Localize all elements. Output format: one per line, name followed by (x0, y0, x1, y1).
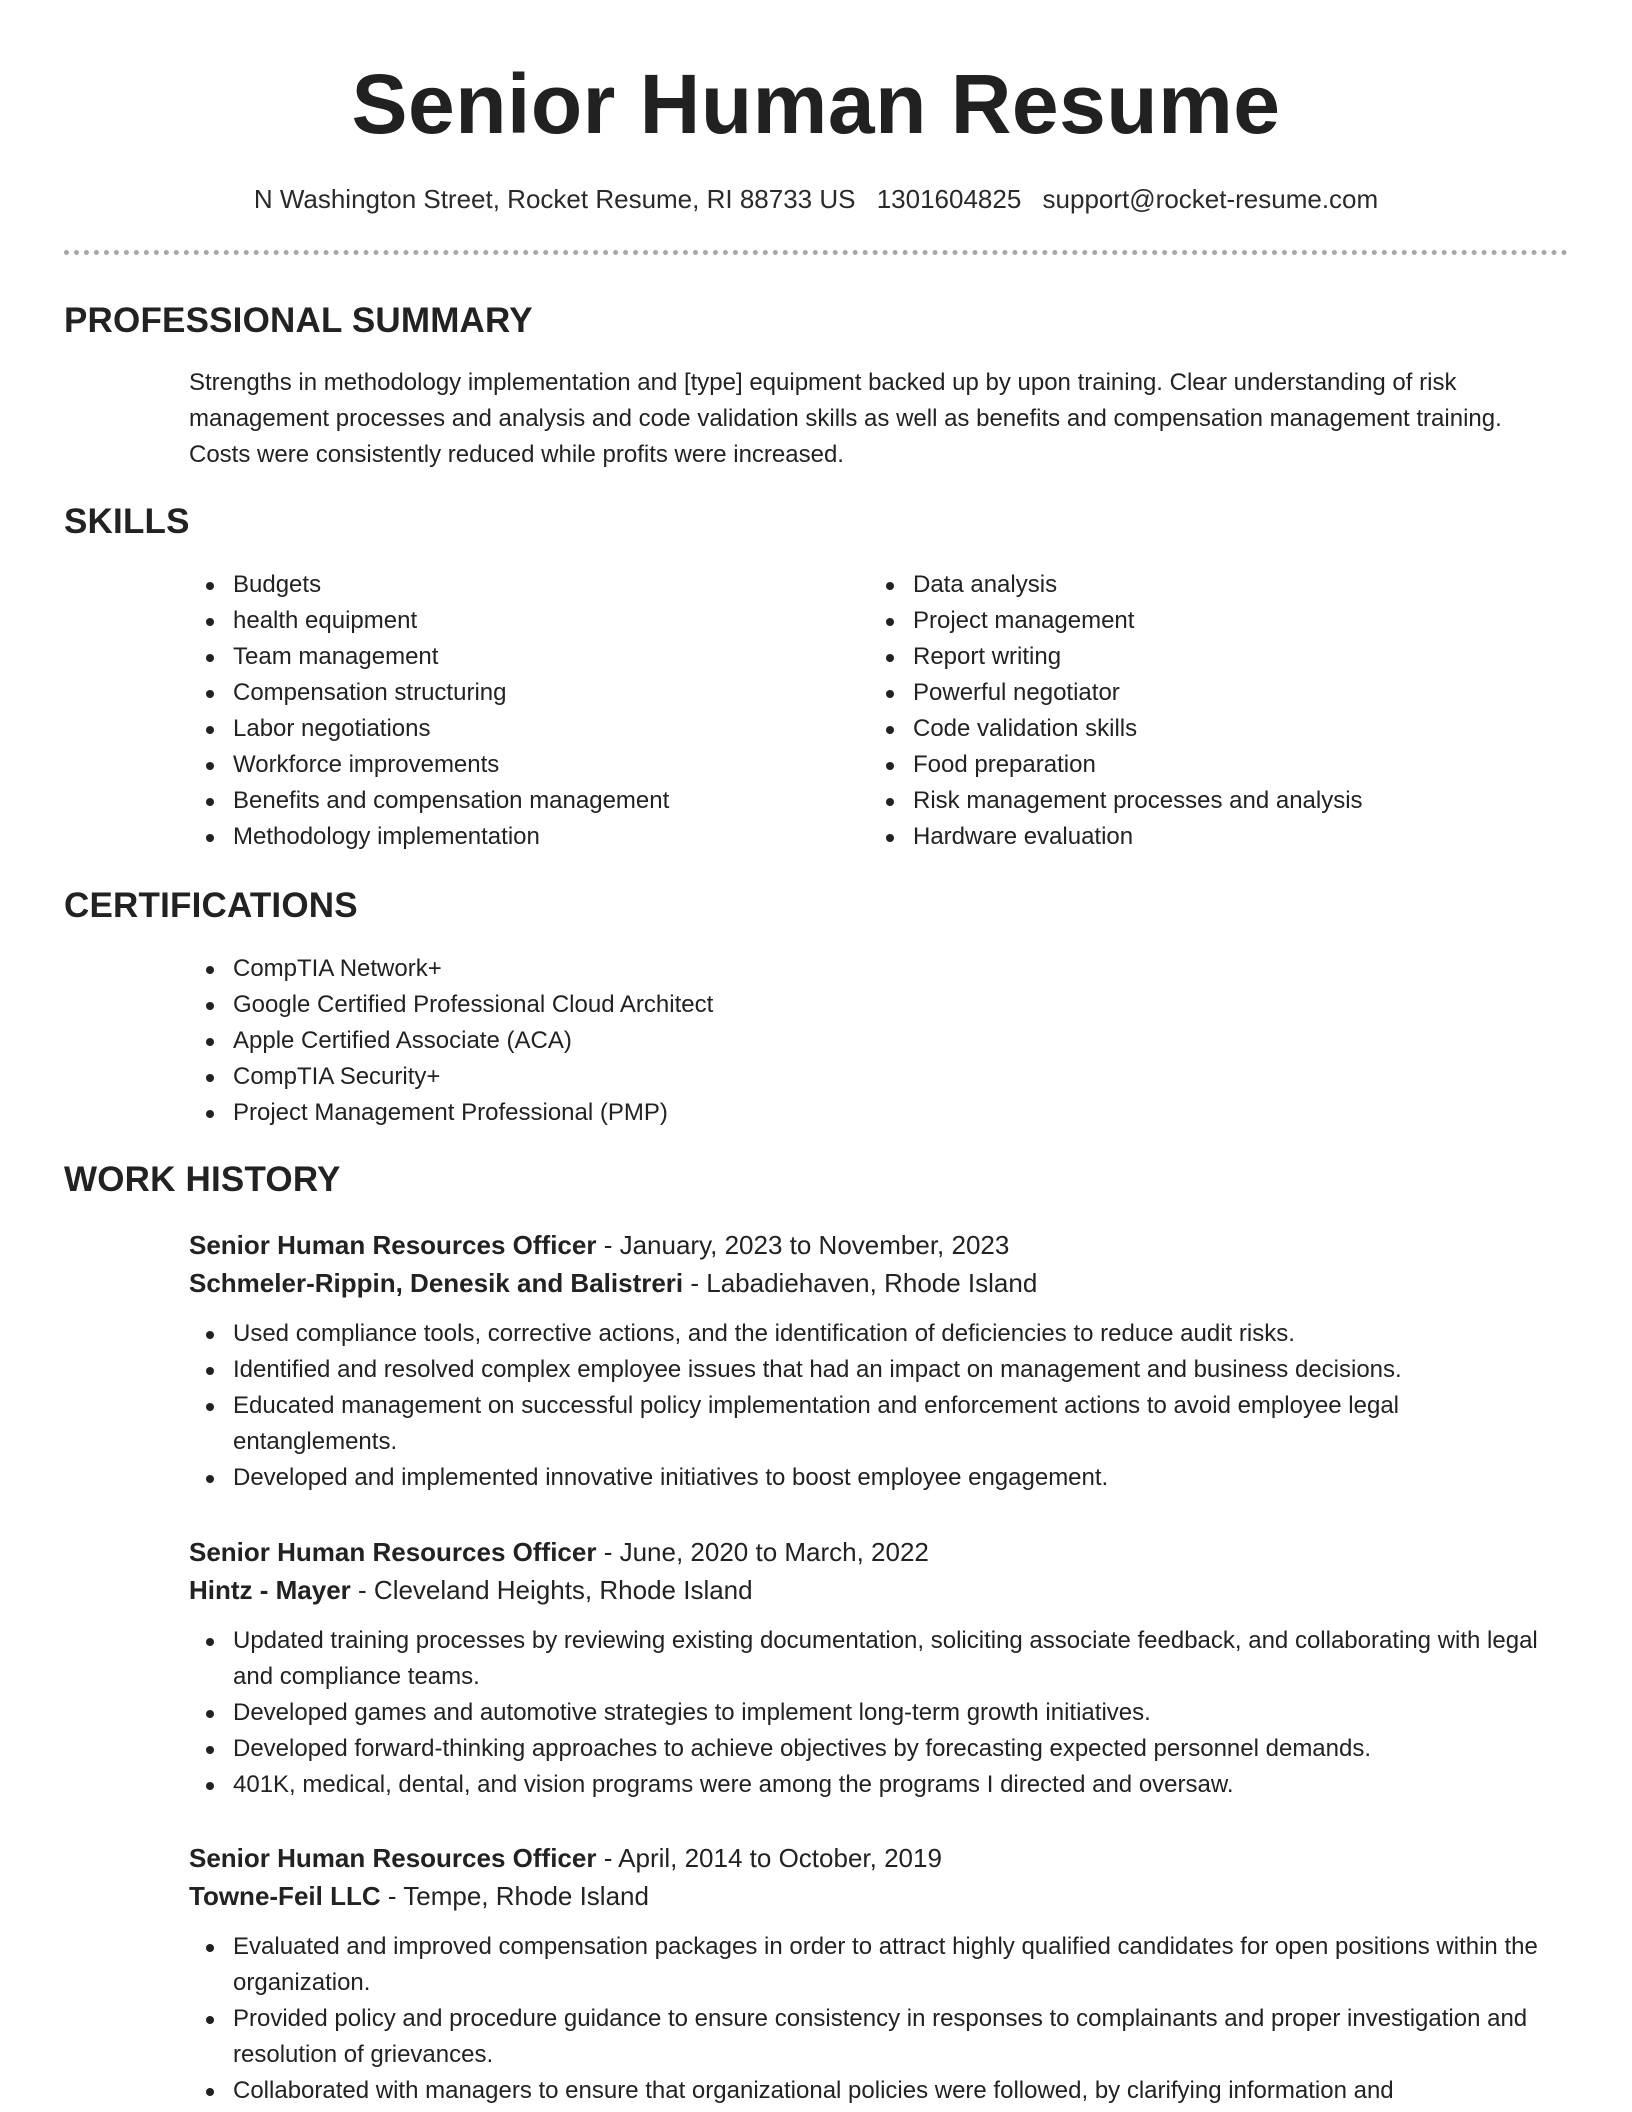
resume-name: Senior Human Resume (351, 57, 1281, 151)
job-bullet: Used compliance tools, corrective actions, and the identification of deficiencies to reduce audit risks. (189, 1316, 1564, 1352)
job-dates: - January, 2023 to November, 2023 (596, 1230, 1010, 1260)
job-company: Hintz - Mayer (189, 1575, 351, 1605)
job-bullets (189, 1316, 1564, 1496)
job-entry (189, 1226, 1564, 1496)
certification-item: CompTIA Network+ (189, 951, 1564, 987)
section-title-certifications: CERTIFICATIONS (64, 886, 358, 925)
job-company: Schmeler-Rippin, Denesik and Balistreri (189, 1268, 684, 1298)
certification-item: Project Management Professional (PMP) (189, 1095, 1564, 1131)
job-entry (189, 1839, 1564, 2109)
job-bullet: Evaluated and improved compensation packages in order to attract highly qualified candidates for open positions within the organization. (189, 1929, 1564, 2001)
skill-item: Powerful negotiator (869, 675, 1529, 711)
job-company-line (189, 1877, 1564, 1915)
skill-item: health equipment (189, 603, 849, 639)
certification-item: CompTIA Security+ (189, 1059, 1564, 1095)
skill-item: Workforce improvements (189, 747, 849, 783)
job-bullet: Identified and resolved complex employee issues that had an impact on management and business decisions. (189, 1352, 1564, 1388)
job-bullet: Developed and implemented innovative initiatives to boost employee engagement. (189, 1460, 1564, 1496)
job-role: Senior Human Resources Officer (189, 1537, 597, 1567)
job-entry (189, 1533, 1564, 1803)
contact-line (0, 182, 1632, 216)
job-title-line (189, 1226, 1564, 1264)
contact-email: support@rocket-resume.com (1042, 184, 1379, 214)
job-bullets (189, 1929, 1564, 2109)
job-bullet: Developed forward-thinking approaches to achieve objectives by forecasting expected personnel demands. (189, 1731, 1564, 1767)
skill-item: Hardware evaluation (869, 819, 1529, 855)
certification-item: Apple Certified Associate (ACA) (189, 1023, 1564, 1059)
certifications-list (189, 951, 1564, 1131)
job-bullet: 401K, medical, dental, and vision programs were among the programs I directed and oversaw. (189, 1767, 1564, 1803)
certification-item: Google Certified Professional Cloud Architect (189, 987, 1564, 1023)
job-bullet: Educated management on successful policy implementation and enforcement actions to avoid employee legal entanglements. (189, 1388, 1564, 1460)
skill-item: Compensation structuring (189, 675, 849, 711)
job-company: Towne-Feil LLC (189, 1881, 381, 1911)
job-bullets (189, 1623, 1564, 1803)
contact-address: N Washington Street, Rocket Resume, RI 88733 US (253, 184, 856, 214)
job-title-line (189, 1839, 1564, 1877)
contact-phone: 1301604825 (876, 184, 1022, 214)
job-bullet: Collaborated with managers to ensure that organizational policies were followed, by clarifying information and (189, 2073, 1564, 2109)
skill-item: Budgets (189, 567, 849, 603)
section-title-summary: PROFESSIONAL SUMMARY (64, 301, 533, 340)
job-location: - Cleveland Heights, Rhode Island (350, 1575, 753, 1605)
skill-item: Report writing (869, 639, 1529, 675)
skill-item: Data analysis (869, 567, 1529, 603)
job-title-line (189, 1533, 1564, 1571)
skill-item: Project management (869, 603, 1529, 639)
job-role: Senior Human Resources Officer (189, 1230, 597, 1260)
skill-item: Methodology implementation (189, 819, 849, 855)
summary-text: Strengths in methodology implementation and [type] equipment backed up by upon training. Clear understanding of risk management processes and analysis and code validation skills as well as benefits and compensation management training. Costs were consistently reduced while profits were increased. (189, 369, 1502, 468)
job-company-line (189, 1264, 1564, 1302)
skill-item: Labor negotiations (189, 711, 849, 747)
job-bullet: Provided policy and procedure guidance to ensure consistency in responses to complainants and proper investigation and resolution of grievances. (189, 2001, 1564, 2073)
job-location: - Labadiehaven, Rhode Island (683, 1268, 1038, 1298)
skill-item: Benefits and compensation management (189, 783, 849, 819)
job-bullet: Updated training processes by reviewing existing documentation, soliciting associate feedback, and collaborating with legal and compliance teams. (189, 1623, 1564, 1695)
header-divider (64, 250, 1568, 255)
job-dates: - June, 2020 to March, 2022 (596, 1537, 929, 1567)
skills-list-right (869, 567, 1529, 855)
job-dates: - April, 2014 to October, 2019 (596, 1843, 942, 1873)
section-title-skills: SKILLS (64, 502, 190, 541)
job-company-line (189, 1571, 1564, 1609)
section-title-work-history: WORK HISTORY (64, 1160, 341, 1199)
skill-item: Food preparation (869, 747, 1529, 783)
skill-item: Team management (189, 639, 849, 675)
skill-item: Risk management processes and analysis (869, 783, 1529, 819)
skill-item: Code validation skills (869, 711, 1529, 747)
job-bullet: Developed games and automotive strategies to implement long-term growth initiatives. (189, 1695, 1564, 1731)
job-location: - Tempe, Rhode Island (380, 1881, 649, 1911)
skills-list-left (189, 567, 849, 855)
job-role: Senior Human Resources Officer (189, 1843, 597, 1873)
